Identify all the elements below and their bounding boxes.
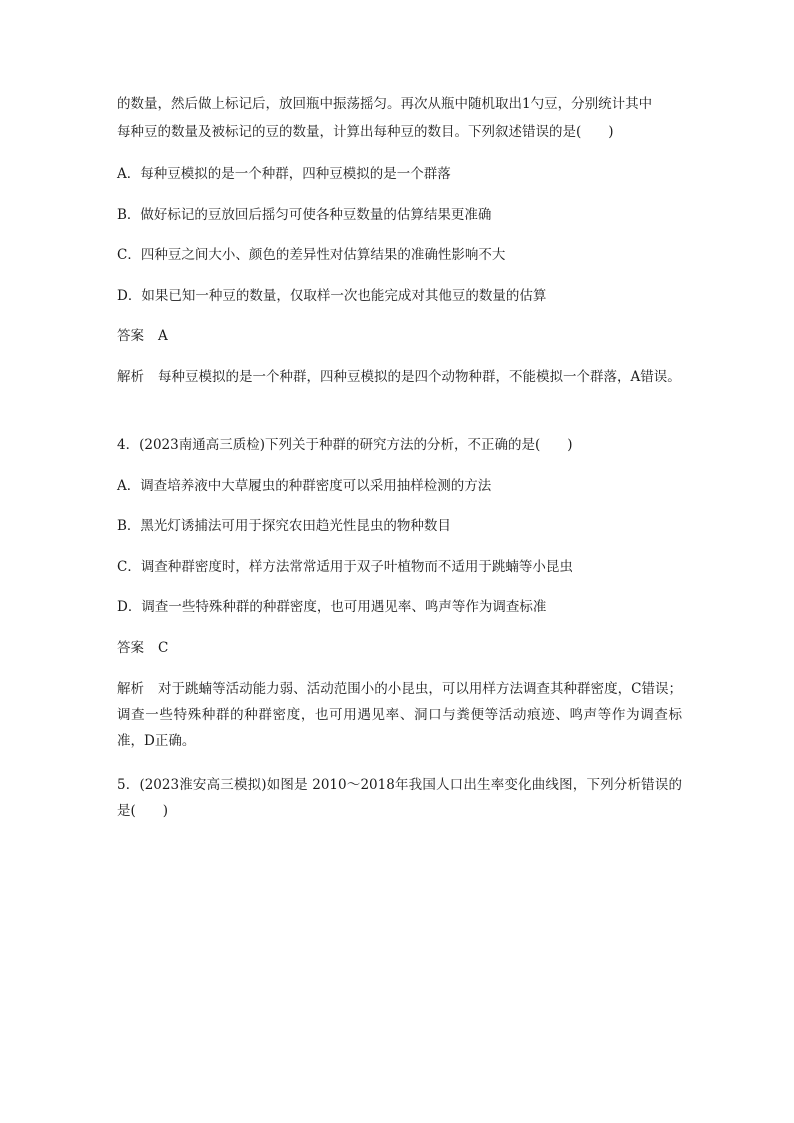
q4-answer — [117, 638, 168, 658]
q4-analysis-label: 解析 — [117, 681, 144, 697]
q4-stem: 4．(2023南通高三质检)下列关于种群的研究方法的分析，不正确的是( ) — [117, 437, 573, 453]
q4-option-b: B．黑光灯诱捕法可用于探究农田趋光性昆虫的物种数目 — [117, 518, 451, 534]
q3-answer — [117, 326, 168, 346]
q3-stem-line-1: 的数量，然后做上标记后，放回瓶中振荡摇匀。再次从瓶中随机取出1勺豆，分别统计其中 — [117, 96, 653, 112]
q4-answer-label: 答案 — [117, 640, 144, 656]
q3-answer-label: 答案 — [117, 328, 144, 344]
q4-analysis-text: 对于跳蝻等活动能力弱、活动范围小的小昆虫，可以用样方法调查其种群密度，C错误；调查一些特殊种群的种群密度，也可用遇见率、洞口与粪便等活动痕迹、鸣声等作为调查标准，D正确。 — [117, 681, 682, 749]
q5-stem: 5．(2023淮安高三模拟)如图是 2010～2018年我国人口出生率变化曲线图，下列分析错误的是( ) — [117, 777, 682, 819]
q3-option-d: D．如果已知一种豆的数量，仅取样一次也能完成对其他豆的数量的估算 — [117, 288, 547, 304]
q4-option-a: A．调查培养液中大草履虫的种群密度可以采用抽样检测的方法 — [117, 478, 492, 494]
q3-answer-value: A — [158, 328, 168, 344]
q3-option-a: A．每种豆模拟的是一个种群，四种豆模拟的是一个群落 — [117, 166, 451, 182]
q4-answer-value: C — [158, 640, 169, 656]
q3-stem-line-2: 每种豆的数量及被标记的豆的数量，计算出每种豆的数目。下列叙述错误的是( ) — [117, 124, 614, 140]
q4-option-c: C．调查种群密度时，样方法常常适用于双子叶植物而不适用于跳蝻等小昆虫 — [117, 559, 573, 575]
q4-analysis — [117, 676, 682, 754]
q3-option-b: B．做好标记的豆放回后摇匀可使各种豆数量的估算结果更准确 — [117, 207, 492, 223]
q3-option-c: C．四种豆之间大小、颜色的差异性对估算结果的准确性影响不大 — [117, 247, 506, 263]
q3-analysis-text: 每种豆模拟的是一个种群，四种豆模拟的是四个动物种群，不能模拟一个群落，A错误。 — [158, 369, 681, 385]
q4-option-d: D．调查一些特殊种群的种群密度，也可用遇见率、鸣声等作为调查标准 — [117, 599, 547, 615]
q3-analysis-label: 解析 — [117, 369, 144, 385]
q3-analysis — [117, 364, 682, 390]
